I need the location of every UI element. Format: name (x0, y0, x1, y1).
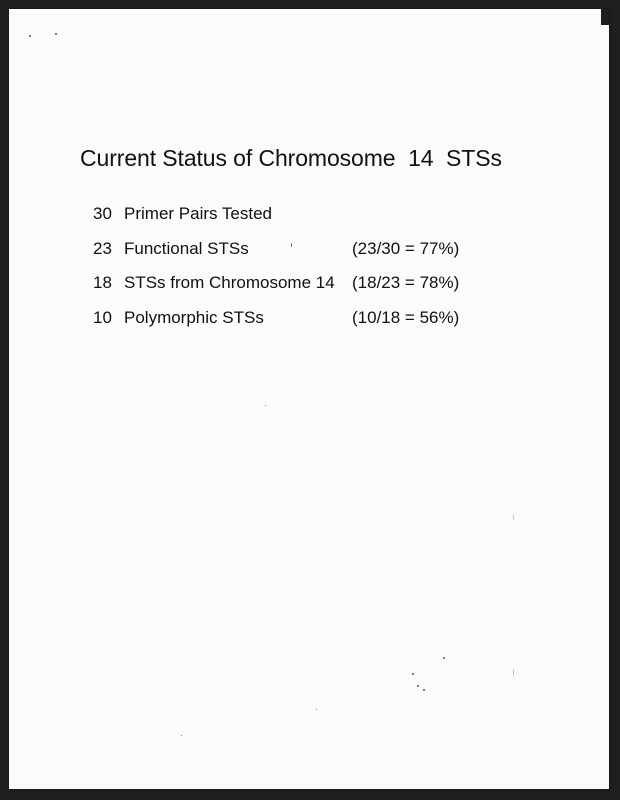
scan-corner-mark (601, 9, 609, 25)
scan-speck (443, 657, 445, 659)
row-label: Polymorphic STSs (124, 307, 264, 327)
scan-speck (513, 514, 514, 520)
row-ratio: (23/30 = 77%) (352, 238, 460, 258)
page-title: Current Status of Chromosome 14 STSs (80, 145, 502, 171)
row-count: 30 (93, 204, 112, 223)
row-label: Primer Pairs Tested (124, 204, 273, 223)
status-row (93, 239, 513, 274)
row-count: 23 (93, 238, 112, 258)
scan-speck (316, 709, 317, 710)
scan-speck (29, 35, 31, 37)
scan-speck (513, 669, 514, 677)
scan-speck (417, 685, 419, 687)
scan-speck (265, 405, 266, 406)
row-count: 18 (93, 273, 112, 292)
scan-speck (55, 33, 57, 35)
row-label: STSs from Chromosome 14 (124, 273, 335, 292)
scan-speck (423, 689, 425, 691)
status-list (93, 204, 513, 342)
status-row (93, 308, 513, 343)
document-page (9, 9, 609, 789)
status-row (93, 204, 513, 239)
row-ratio: (10/18 = 56%) (352, 307, 460, 327)
row-ratio: (18/23 = 78%) (352, 273, 460, 292)
scan-speck (291, 243, 292, 247)
row-count: 10 (93, 307, 112, 327)
row-label: Functional STSs (124, 238, 249, 258)
scan-speck (412, 673, 414, 675)
status-row (93, 273, 513, 308)
scan-speck (181, 735, 182, 736)
